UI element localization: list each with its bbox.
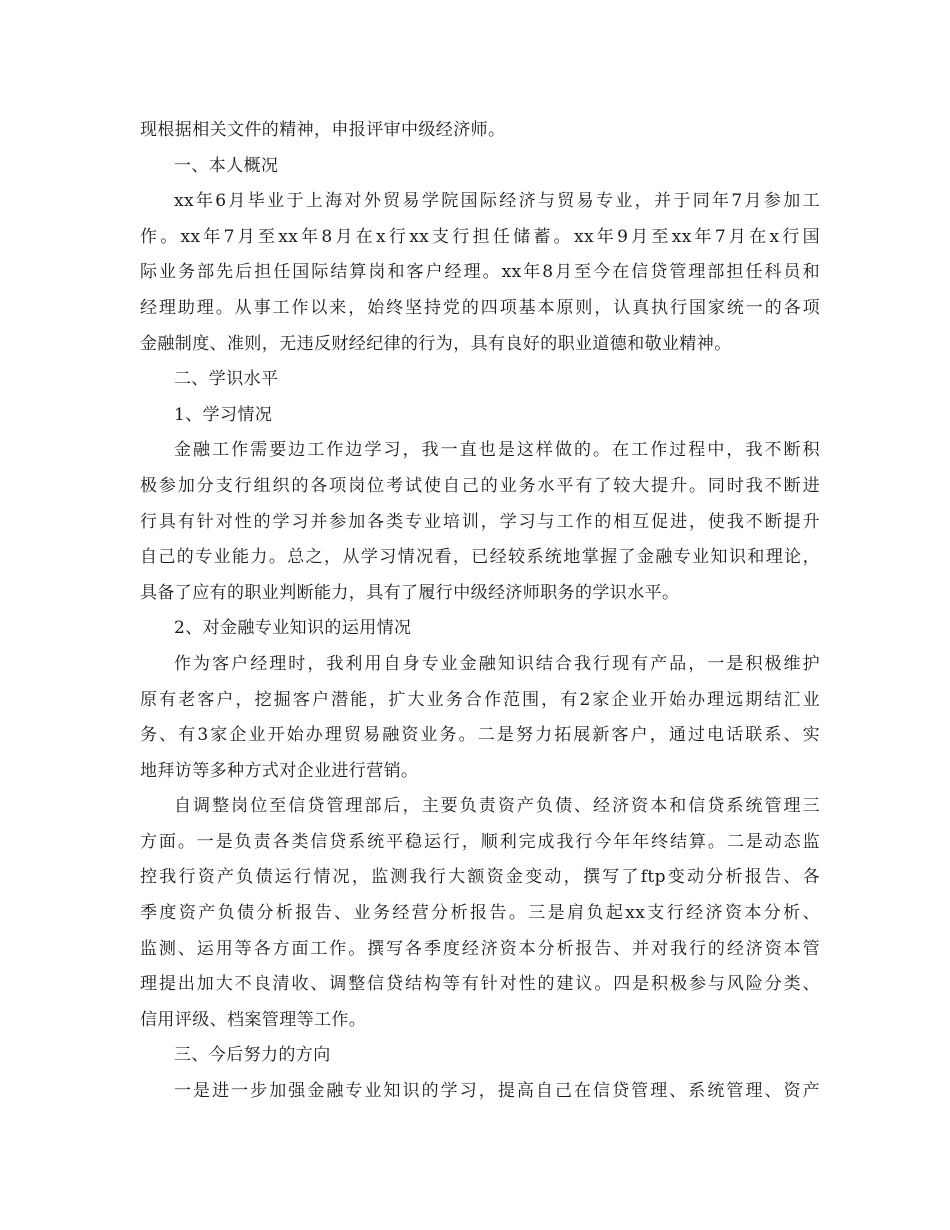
- paragraph-line: 极参加分支行组织的各项岗位考试使自己的业务水平有了较大提升。同时我不断进: [140, 475, 820, 496]
- section-heading: 一、本人概况: [174, 155, 279, 176]
- paragraph-line: 金融工作需要边工作边学习，我一直也是这样做的。在工作过程中，我不断积: [174, 440, 820, 461]
- section-heading: 二、学识水平: [174, 369, 279, 390]
- paragraph-line: 际业务部先后担任国际结算岗和客户经理。xx年8月至今在信贷管理部担任科员和: [140, 262, 820, 283]
- paragraph-line: 信用评级、档案管理等工作。: [140, 1009, 367, 1030]
- paragraph-line: 自己的专业能力。总之，从学习情况看，已经较系统地掌握了金融专业知识和理论，: [140, 547, 820, 568]
- paragraph-line: 现根据相关文件的精神，申报评审中级经济师。: [140, 120, 506, 140]
- paragraph-line: 行具有针对性的学习并参加各类专业培训，学习与工作的相互促进，使我不断提升: [140, 511, 820, 532]
- paragraph-line: 务、有3家企业开始办理贸易融资业务。二是努力拓展新客户，通过电话联系、实: [140, 725, 820, 746]
- document-body: [140, 113, 820, 1110]
- subsection-heading: 1、学习情况: [174, 404, 273, 425]
- paragraph-line: 作。xx年7月至xx年8月在x行xx支行担任储蓄。xx年9月至xx年7月在x行国: [140, 226, 820, 247]
- section-heading: 三、今后努力的方向: [174, 1045, 331, 1066]
- paragraph-line: 理提出加大不良清收、调整信贷结构等有针对性的建议。四是积极参与风险分类、: [140, 974, 820, 995]
- paragraph-line: 自调整岗位至信贷管理部后，主要负责资产负债、经济资本和信贷系统管理三: [174, 796, 820, 817]
- paragraph-line: 监测、运用等各方面工作。撰写各季度经济资本分析报告、并对我行的经济资本管: [140, 938, 820, 959]
- paragraph-line: 作为客户经理时，我利用自身专业金融知识结合我行现有产品，一是积极维护: [174, 653, 820, 674]
- paragraph-line: 原有老客户，挖掘客户潜能，扩大业务合作范围，有2家企业开始办理远期结汇业: [140, 689, 820, 710]
- paragraph-line: 经理助理。从事工作以来，始终坚持党的四项基本原则，认真执行国家统一的各项: [140, 297, 820, 318]
- paragraph-line: 方面。一是负责各类信贷系统平稳运行，顺利完成我行今年年终结算。二是动态监: [140, 831, 820, 852]
- paragraph-line: 一是进一步加强金融专业知识的学习，提高自己在信贷管理、系统管理、资产: [174, 1081, 820, 1102]
- paragraph-line: 金融制度、准则，无违反财经纪律的行为，具有良好的职业道德和敬业精神。: [140, 333, 732, 354]
- paragraph-line: 控我行资产负债运行情况，监测我行大额资金变动，撰写了ftp变动分析报告、各: [140, 867, 820, 888]
- subsection-heading: 2、对金融专业知识的运用情况: [174, 618, 412, 639]
- paragraph-line: 季度资产负债分析报告、业务经营分析报告。三是肩负起xx支行经济资本分析、: [140, 903, 820, 924]
- paragraph-line: 地拜访等多种方式对企业进行营销。: [140, 760, 419, 781]
- paragraph-line: xx年6月毕业于上海对外贸易学院国际经济与贸易专业，并于同年7月参加工: [174, 191, 820, 212]
- paragraph-line: 具备了应有的职业判断能力，具有了履行中级经济师职务的学识水平。: [140, 582, 680, 603]
